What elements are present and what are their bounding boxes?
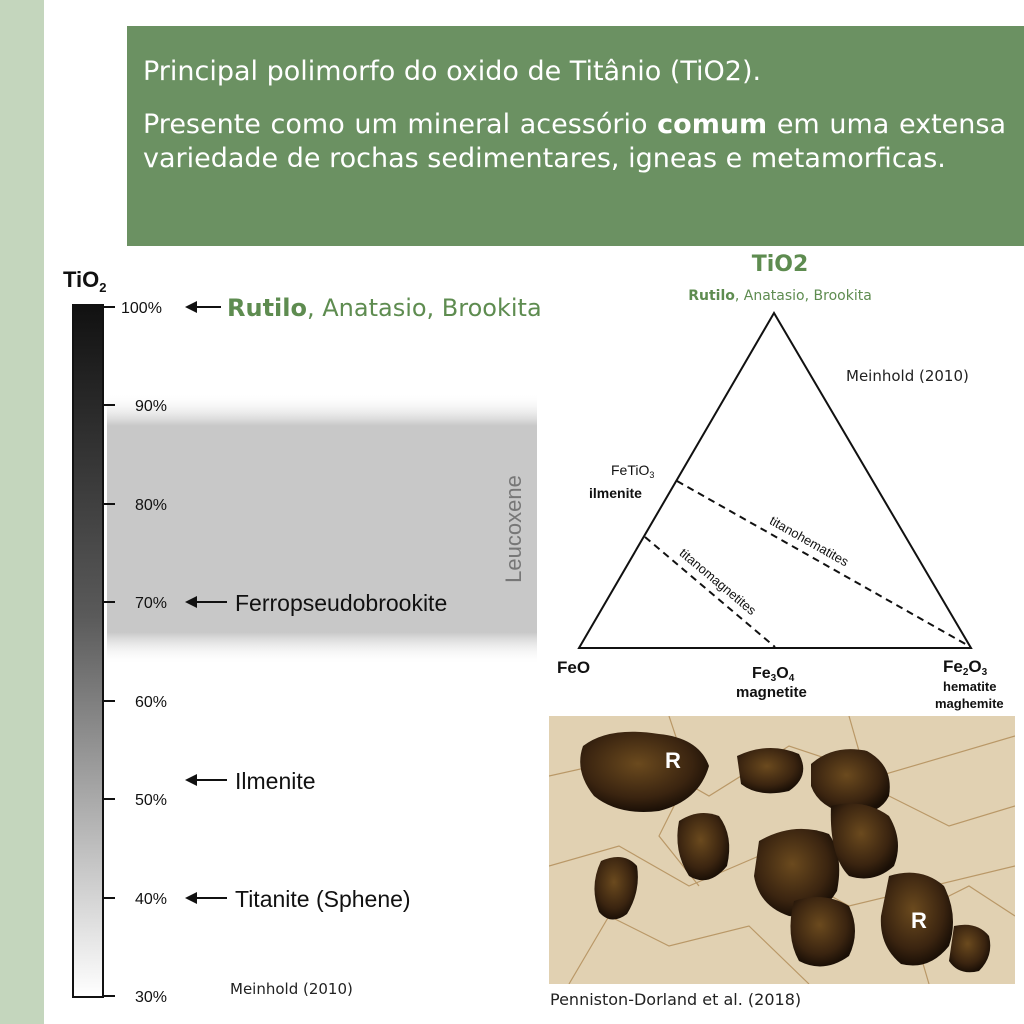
header-desc-pre: Presente como um mineral acessório <box>143 109 658 140</box>
tio2-scale-diagram <box>55 255 555 1015</box>
arrow-ilmenite <box>185 774 227 786</box>
ternary-subtitle-rest: , Anatasio, Brookita <box>734 288 872 304</box>
micrograph-citation: Penniston-Dorland et al. (2018) <box>550 990 802 1009</box>
hematite-label: hematite <box>943 679 997 694</box>
header-banner <box>127 26 1024 246</box>
leucoxene-label: Leucoxene <box>501 475 526 583</box>
ferropseudobrookite-label: Ferropseudobrookite <box>235 590 448 616</box>
titanomagnetites-line <box>645 537 775 647</box>
tio2-axis-label: TiO$_2$ <box>63 267 107 295</box>
fe2o3-label: Fe2O3 <box>943 657 988 678</box>
titanohematites-label: titanohematites <box>767 512 852 570</box>
tick-label-100: 100% <box>121 300 162 317</box>
titanohematites-line <box>677 481 969 646</box>
ilmenite-label: Ilmenite <box>235 768 316 794</box>
tick-label-90: 90% <box>135 398 168 415</box>
ternary-title: TiO2 <box>751 252 809 277</box>
header-title: Principal polimorfo do oxido de Titânio (TiO2). <box>143 56 762 87</box>
fe3o4-label: Fe3O4 <box>752 665 795 684</box>
tick-label-50: 50% <box>135 792 168 809</box>
ternary-diagram <box>545 245 1024 715</box>
rutile-grain-label-2: R <box>911 908 927 933</box>
header-desc-bold: comum <box>657 109 768 140</box>
header-description <box>143 108 1006 176</box>
arrow-rutile <box>185 301 221 313</box>
tick-label-80: 80% <box>135 497 168 514</box>
header-desc-post: em uma extensa variedade de rochas sedimentares, igneas e metamorficas. <box>143 109 1006 174</box>
tick-label-30: 30% <box>135 989 168 1006</box>
tick-label-60: 60% <box>135 694 168 711</box>
fetio3-label: FeTiO$_3$ <box>611 462 655 480</box>
ternary-citation: Meinhold (2010) <box>846 367 969 385</box>
tio2-gradient-bar <box>73 305 103 997</box>
rutile-micrograph <box>549 716 1015 984</box>
tick-label-40: 40% <box>135 891 168 908</box>
ternary-subtitle-bold: Rutilo <box>688 288 735 304</box>
rutile-grain-label-1: R <box>665 748 681 773</box>
ilmenite-corner-label: ilmenite <box>589 485 642 501</box>
scale-citation: Meinhold (2010) <box>230 980 353 998</box>
leucoxene-band <box>107 393 537 665</box>
arrow-titanite <box>185 892 227 904</box>
maghemite-label: maghemite <box>935 696 1004 711</box>
titanomagnetites-label: titanomagnetites <box>676 545 760 618</box>
tick-label-70: 70% <box>135 595 168 612</box>
left-accent-strip <box>0 0 44 1024</box>
titanite-label: Titanite (Sphene) <box>235 886 411 912</box>
feo-label: FeO <box>557 658 591 677</box>
rutile-label: Rutilo, Anatasio, Brookita <box>227 294 542 322</box>
magnetite-label: magnetite <box>736 684 807 701</box>
ternary-triangle <box>579 313 971 648</box>
